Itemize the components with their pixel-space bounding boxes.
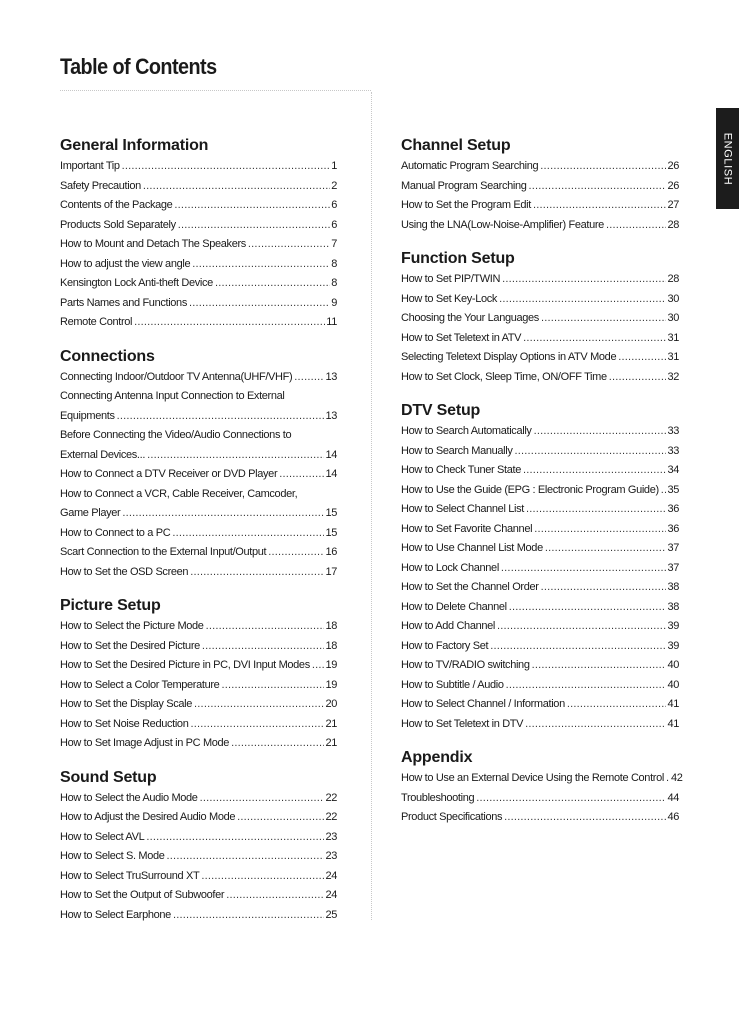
toc-entry-text: How to Factory Set [401,639,489,652]
toc-entry[interactable] [401,715,679,735]
toc-entry[interactable] [60,867,337,887]
toc-entry-page: 24 [325,869,337,882]
toc-entry[interactable] [401,520,679,540]
section-heading: Channel Setup [401,137,511,154]
toc-entry-page: 27 [667,199,679,211]
dot-leader [248,235,330,255]
toc-entry-page: 18 [325,620,337,632]
toc-entry-page: 23 [325,850,337,862]
dot-leader [504,808,666,828]
toc-section-dtv-setup [401,400,679,734]
toc-entry[interactable] [401,769,683,789]
toc-entry[interactable] [60,656,337,676]
toc-section-connections [60,346,337,583]
toc-entry-page: 13 [325,409,337,422]
dot-leader [215,274,330,294]
toc-entry-text: How to Set PIP/TWIN [401,273,501,285]
toc-entry-page: 31 [667,331,679,344]
toc-entry-text: How to Set Image Adjust in PC Mode [60,737,230,749]
toc-entry-text: How to Lock Channel [401,561,499,574]
toc-entry-text: How to Select Channel / Information [401,698,565,710]
toc-entry-text: How to Set the Desired Picture [60,639,200,652]
toc-entry[interactable] [401,290,679,310]
toc-entry-text: How to Select the Picture Mode [60,620,204,632]
toc-entry[interactable] [60,196,337,216]
toc-entry[interactable] [401,539,679,559]
dot-leader [533,196,667,216]
dot-leader [134,313,325,333]
toc-entry-text: How to Set the Channel Order [401,581,539,593]
toc-entry-text: How to Select a Color Temperature [60,678,220,691]
dot-leader [237,808,324,828]
toc-entry-text: How to adjust the view angle [60,257,191,270]
toc-entry-text: Using the LNA(Low-Noise-Amplifier) Feature [401,218,604,231]
title-divider [60,90,371,91]
toc-entry-text: Important Tip [60,160,120,172]
toc-entry-text: How to Set Clock, Sleep Time, ON/OFF Time [401,370,607,383]
section-heading: Picture Setup [60,597,161,614]
toc-entry-text: How to Connect a DTV Receiver or DVD Player [60,468,278,480]
toc-entry-page: 22 [325,811,337,823]
toc-entry-page: 28 [667,218,679,231]
section-heading: Sound Setup [60,768,157,786]
toc-entry-text: How to Connect to a PC [60,526,171,539]
toc-entry-text: How to Subtitle / Audio [401,678,504,691]
toc-entry-page: 21 [325,717,337,730]
toc-entry-page: 38 [667,600,679,613]
toc-entry[interactable] [60,157,337,177]
dot-leader [497,617,666,637]
dot-leader [515,442,667,462]
dot-leader [173,906,325,926]
toc-entry[interactable] [401,481,679,501]
toc-entry-text: Products Sold Separately [60,218,176,231]
toc-entry-text: Contents of the Package [60,199,173,211]
dot-leader [294,368,324,388]
toc-entry-text: Connecting Indoor/Outdoor TV Antenna(UHF/VHF) [60,370,293,383]
toc-entry-text: How to Set Key-Lock [401,292,498,305]
toc-entry-page: 21 [325,737,337,749]
dot-leader [541,309,666,329]
dot-leader [618,348,666,368]
toc-entry-text: Product Specifications [401,811,503,823]
toc-entry[interactable] [60,235,337,255]
toc-entry[interactable] [60,789,337,809]
toc-entry-text: How to Select Earphone [60,908,171,921]
dot-leader [117,407,325,427]
toc-entry[interactable] [60,524,337,544]
dot-leader [490,637,666,657]
toc-entry-page: 18 [325,639,337,652]
toc-entry-page: 35 [667,483,679,496]
toc-entry[interactable] [401,442,679,462]
toc-entry-page: 40 [667,678,679,691]
toc-entry[interactable] [60,465,337,485]
toc-column-right [401,135,683,841]
toc-entry[interactable] [401,578,679,598]
toc-entry[interactable] [60,274,337,294]
toc-entry-text: How to Use Channel List Mode [401,542,543,554]
dot-leader [194,695,324,715]
toc-entry[interactable] [401,808,679,828]
dot-leader [189,294,330,314]
toc-entry-text: How to Adjust the Desired Audio Mode [60,811,236,823]
dot-leader [200,789,325,809]
toc-entry-page: 32 [667,370,679,383]
dot-leader [172,524,324,544]
toc-entry-text: How to Select S. Mode [60,850,165,862]
toc-entry-page: 39 [667,620,679,632]
toc-entry[interactable] [401,348,679,368]
toc-entry-page: 46 [667,811,679,823]
toc-entry-text: Selecting Teletext Display Options in ATV Mode [401,351,617,363]
toc-entry-page: 37 [667,542,679,554]
dot-leader [279,465,324,485]
language-tab [716,108,739,209]
dot-leader [147,446,324,466]
toc-entry[interactable] [60,216,337,236]
toc-entry-text: How to Set the Output of Subwoofer [60,889,225,901]
dot-leader [567,695,667,715]
toc-entry[interactable] [401,309,679,329]
dot-leader [526,500,666,520]
dot-leader [661,481,667,501]
toc-entry[interactable] [60,543,337,563]
toc-entry-text: How to Set Favorite Channel [401,522,533,535]
toc-entry-text: Kensington Lock Anti-theft Device [60,277,213,289]
toc-entry-page: 2 [331,179,337,192]
toc-entry-page: 19 [325,678,337,691]
toc-entry-text: How to Set Teletext in DTV [401,717,524,730]
dot-leader [312,656,325,676]
toc-entry-page: 28 [667,273,679,285]
dot-leader [178,216,330,236]
toc-entry-page: 39 [667,639,679,652]
toc-entry-page: 17 [325,565,337,578]
toc-entry[interactable] [401,368,679,388]
toc-entry[interactable] [401,461,679,481]
toc-entry[interactable] [401,177,679,197]
toc-entry-page: 19 [325,659,337,671]
toc-entry-text: Scart Connection to the External Input/Output [60,546,267,558]
toc-entry[interactable] [60,808,337,828]
toc-entry[interactable] [401,559,679,579]
toc-entry-text: Parts Names and Functions [60,296,187,309]
toc-entry[interactable] [60,177,337,197]
toc-entry-text: How to Search Automatically [401,425,532,437]
toc-entry[interactable] [60,563,337,583]
toc-entry[interactable] [401,676,679,696]
toc-entry-page: 26 [667,160,679,172]
toc-entry-page: 6 [331,218,337,231]
section-heading: Appendix [401,749,473,766]
toc-entry[interactable] [401,789,679,809]
toc-entry-text: How to Set the OSD Screen [60,565,189,578]
dot-leader [476,789,666,809]
dot-leader [534,422,667,442]
toc-entry-page: 34 [667,464,679,476]
toc-entry[interactable] [401,329,679,349]
toc-entry[interactable] [60,695,337,715]
dot-leader [231,734,324,754]
toc-section-picture-setup [60,595,337,754]
toc-entry[interactable] [401,500,679,520]
toc-entry[interactable] [60,446,337,466]
dot-leader [206,617,325,637]
toc-entry-page: 38 [667,581,679,593]
toc-entry[interactable] [60,407,337,427]
toc-entry-page: 6 [331,199,337,211]
toc-entry-text: Troubleshooting [401,791,475,804]
toc-entry-page: 42 [670,772,683,784]
section-heading: General Information [60,137,209,154]
dot-leader [122,504,324,524]
toc-entry-page: 30 [667,312,679,324]
toc-entry-page: 9 [331,296,337,309]
toc-entry-text: How to Mount and Detach The Speakers [60,238,246,250]
toc-entry[interactable] [60,504,337,524]
toc-entry-page: 22 [325,791,337,804]
toc-entry[interactable] [401,422,679,442]
toc-entry-text: How to Connect a VCR, Cable Receiver, Camcoder, [60,487,298,500]
dot-leader [143,177,330,197]
toc-entry-page: 15 [325,526,337,539]
toc-entry-page: 8 [331,257,337,270]
toc-entry-text: How to Use an External Device Using the Remote Control [401,772,664,784]
dot-leader [506,676,667,696]
toc-entry-page: 8 [331,277,337,289]
toc-entry[interactable] [60,387,337,407]
dot-leader [221,676,324,696]
toc-entry-page: 13 [325,370,337,383]
toc-entry-page: 41 [667,698,679,710]
toc-entry-page: 16 [325,546,337,558]
toc-entry-text: How to Select AVL [60,830,145,843]
toc-entry-text: Game Player [60,507,121,519]
toc-entry[interactable] [401,216,679,236]
toc-entry-text: Automatic Program Searching [401,160,539,172]
toc-entry-text: How to Select TruSurround XT [60,869,200,882]
toc-entry-page: 11 [326,316,337,328]
dot-leader [122,157,331,177]
dot-leader [534,520,666,540]
toc-section-function-setup [401,248,679,387]
toc-column-left [60,135,337,938]
toc-entry-text: How to Use the Guide (EPG : Electronic Program Guide) [401,483,659,496]
toc-entry-page: 24 [325,889,337,901]
toc-entry-page: 33 [667,444,679,457]
toc-entry-text: Remote Control [60,316,133,328]
toc-entry-text: Safety Precaution [60,179,141,192]
toc-entry[interactable] [401,598,679,618]
toc-entry[interactable] [60,313,337,333]
toc-entry-text: Manual Program Searching [401,179,527,192]
toc-entry-page: 40 [667,659,679,671]
toc-entry[interactable] [401,196,679,216]
toc-entry-text: How to Set Teletext in ATV [401,331,522,344]
toc-entry-page: 30 [667,292,679,305]
toc-entry[interactable] [60,255,337,275]
toc-entry-text: How to Set the Desired Picture in PC, DVI Input Modes [60,659,310,671]
dot-leader [174,196,330,216]
toc-entry[interactable] [60,847,337,867]
toc-entry-text: How to Set Noise Reduction [60,717,189,730]
toc-entry[interactable] [60,676,337,696]
toc-entry-text: Connecting Antenna Input Connection to External [60,390,285,402]
toc-entry[interactable] [401,157,679,177]
section-heading: Function Setup [401,250,515,267]
dot-leader [202,637,325,657]
toc-entry-text: How to Search Manually [401,444,513,457]
dot-leader [190,715,324,735]
toc-entry-page: 7 [331,238,337,250]
dot-leader [609,368,667,388]
toc-entry-text: Choosing the Your Languages [401,312,539,324]
toc-entry-page: 41 [667,717,679,730]
language-tab-label: ENGLISH [721,132,734,185]
toc-entry[interactable] [60,294,337,314]
toc-entry[interactable] [401,695,679,715]
toc-entry[interactable] [60,828,337,848]
dot-leader [666,769,670,789]
toc-entry[interactable] [401,270,679,290]
toc-entry-text: External Devices... [60,448,146,461]
toc-entry-text: How to Select the Audio Mode [60,791,198,804]
dot-leader [541,578,667,598]
toc-entry-page: 15 [325,507,337,519]
toc-entry-page: 31 [667,351,679,363]
toc-entry[interactable] [60,368,337,388]
toc-entry[interactable] [60,886,337,906]
toc-section-sound-setup [60,767,337,926]
dot-leader [502,270,666,290]
toc-entry-page: 23 [325,830,337,843]
section-heading: Connections [60,347,155,365]
dot-leader [192,255,330,275]
toc-entry-text: How to Check Tuner State [401,464,521,476]
toc-entry[interactable] [60,485,337,505]
toc-entry[interactable] [401,637,679,657]
dot-leader [226,886,324,906]
dot-leader [523,461,666,481]
dot-leader [529,177,667,197]
dot-leader [540,157,666,177]
toc-entry-page: 37 [667,561,679,574]
toc-entry-text: How to Set the Display Scale [60,698,193,710]
toc-entry-text: How to Delete Channel [401,600,507,613]
toc-entry[interactable] [60,715,337,735]
dot-leader [532,656,667,676]
toc-entry-page: 33 [667,425,679,437]
dot-leader [523,329,666,349]
dot-leader [606,216,667,236]
dot-leader [501,559,667,579]
toc-entry-page: 20 [325,698,337,710]
toc-entry-page: 36 [667,522,679,535]
toc-entry[interactable] [60,637,337,657]
toc-entry[interactable] [401,617,679,637]
dot-leader [545,539,667,559]
dot-leader [268,543,324,563]
toc-entry-text: How to Add Channel [401,620,495,632]
toc-section-general-information [60,135,337,333]
section-heading: DTV Setup [401,402,481,419]
toc-entry[interactable] [60,426,337,446]
dot-leader [146,828,324,848]
toc-entry[interactable] [60,906,337,926]
toc-entry[interactable] [401,656,679,676]
toc-entry-page: 44 [667,791,679,804]
toc-entry-text: How to TV/RADIO switching [401,659,530,671]
toc-entry-page: 25 [325,908,337,921]
toc-section-channel-setup [401,135,679,235]
page-title: Table of Contents [60,54,217,79]
toc-entry-page: 26 [667,179,679,192]
toc-section-appendix [401,747,683,828]
dot-leader [201,867,324,887]
toc-entry-page: 36 [667,503,679,515]
dot-leader [499,290,666,310]
column-divider [371,92,372,920]
toc-entry[interactable] [60,617,337,637]
toc-entry-page: 14 [325,448,337,461]
dot-leader [190,563,324,583]
toc-entry-text: Equipments [60,409,115,422]
dot-leader [167,847,325,867]
toc-entry-text: How to Select Channel List [401,503,524,515]
toc-entry-text: How to Set the Program Edit [401,199,531,211]
toc-entry-page: 14 [325,468,337,480]
toc-entry-page: 1 [331,160,337,172]
toc-entry-text: Before Connecting the Video/Audio Connections to [60,429,292,441]
dot-leader [525,715,666,735]
toc-entry[interactable] [60,734,337,754]
dot-leader [509,598,667,618]
